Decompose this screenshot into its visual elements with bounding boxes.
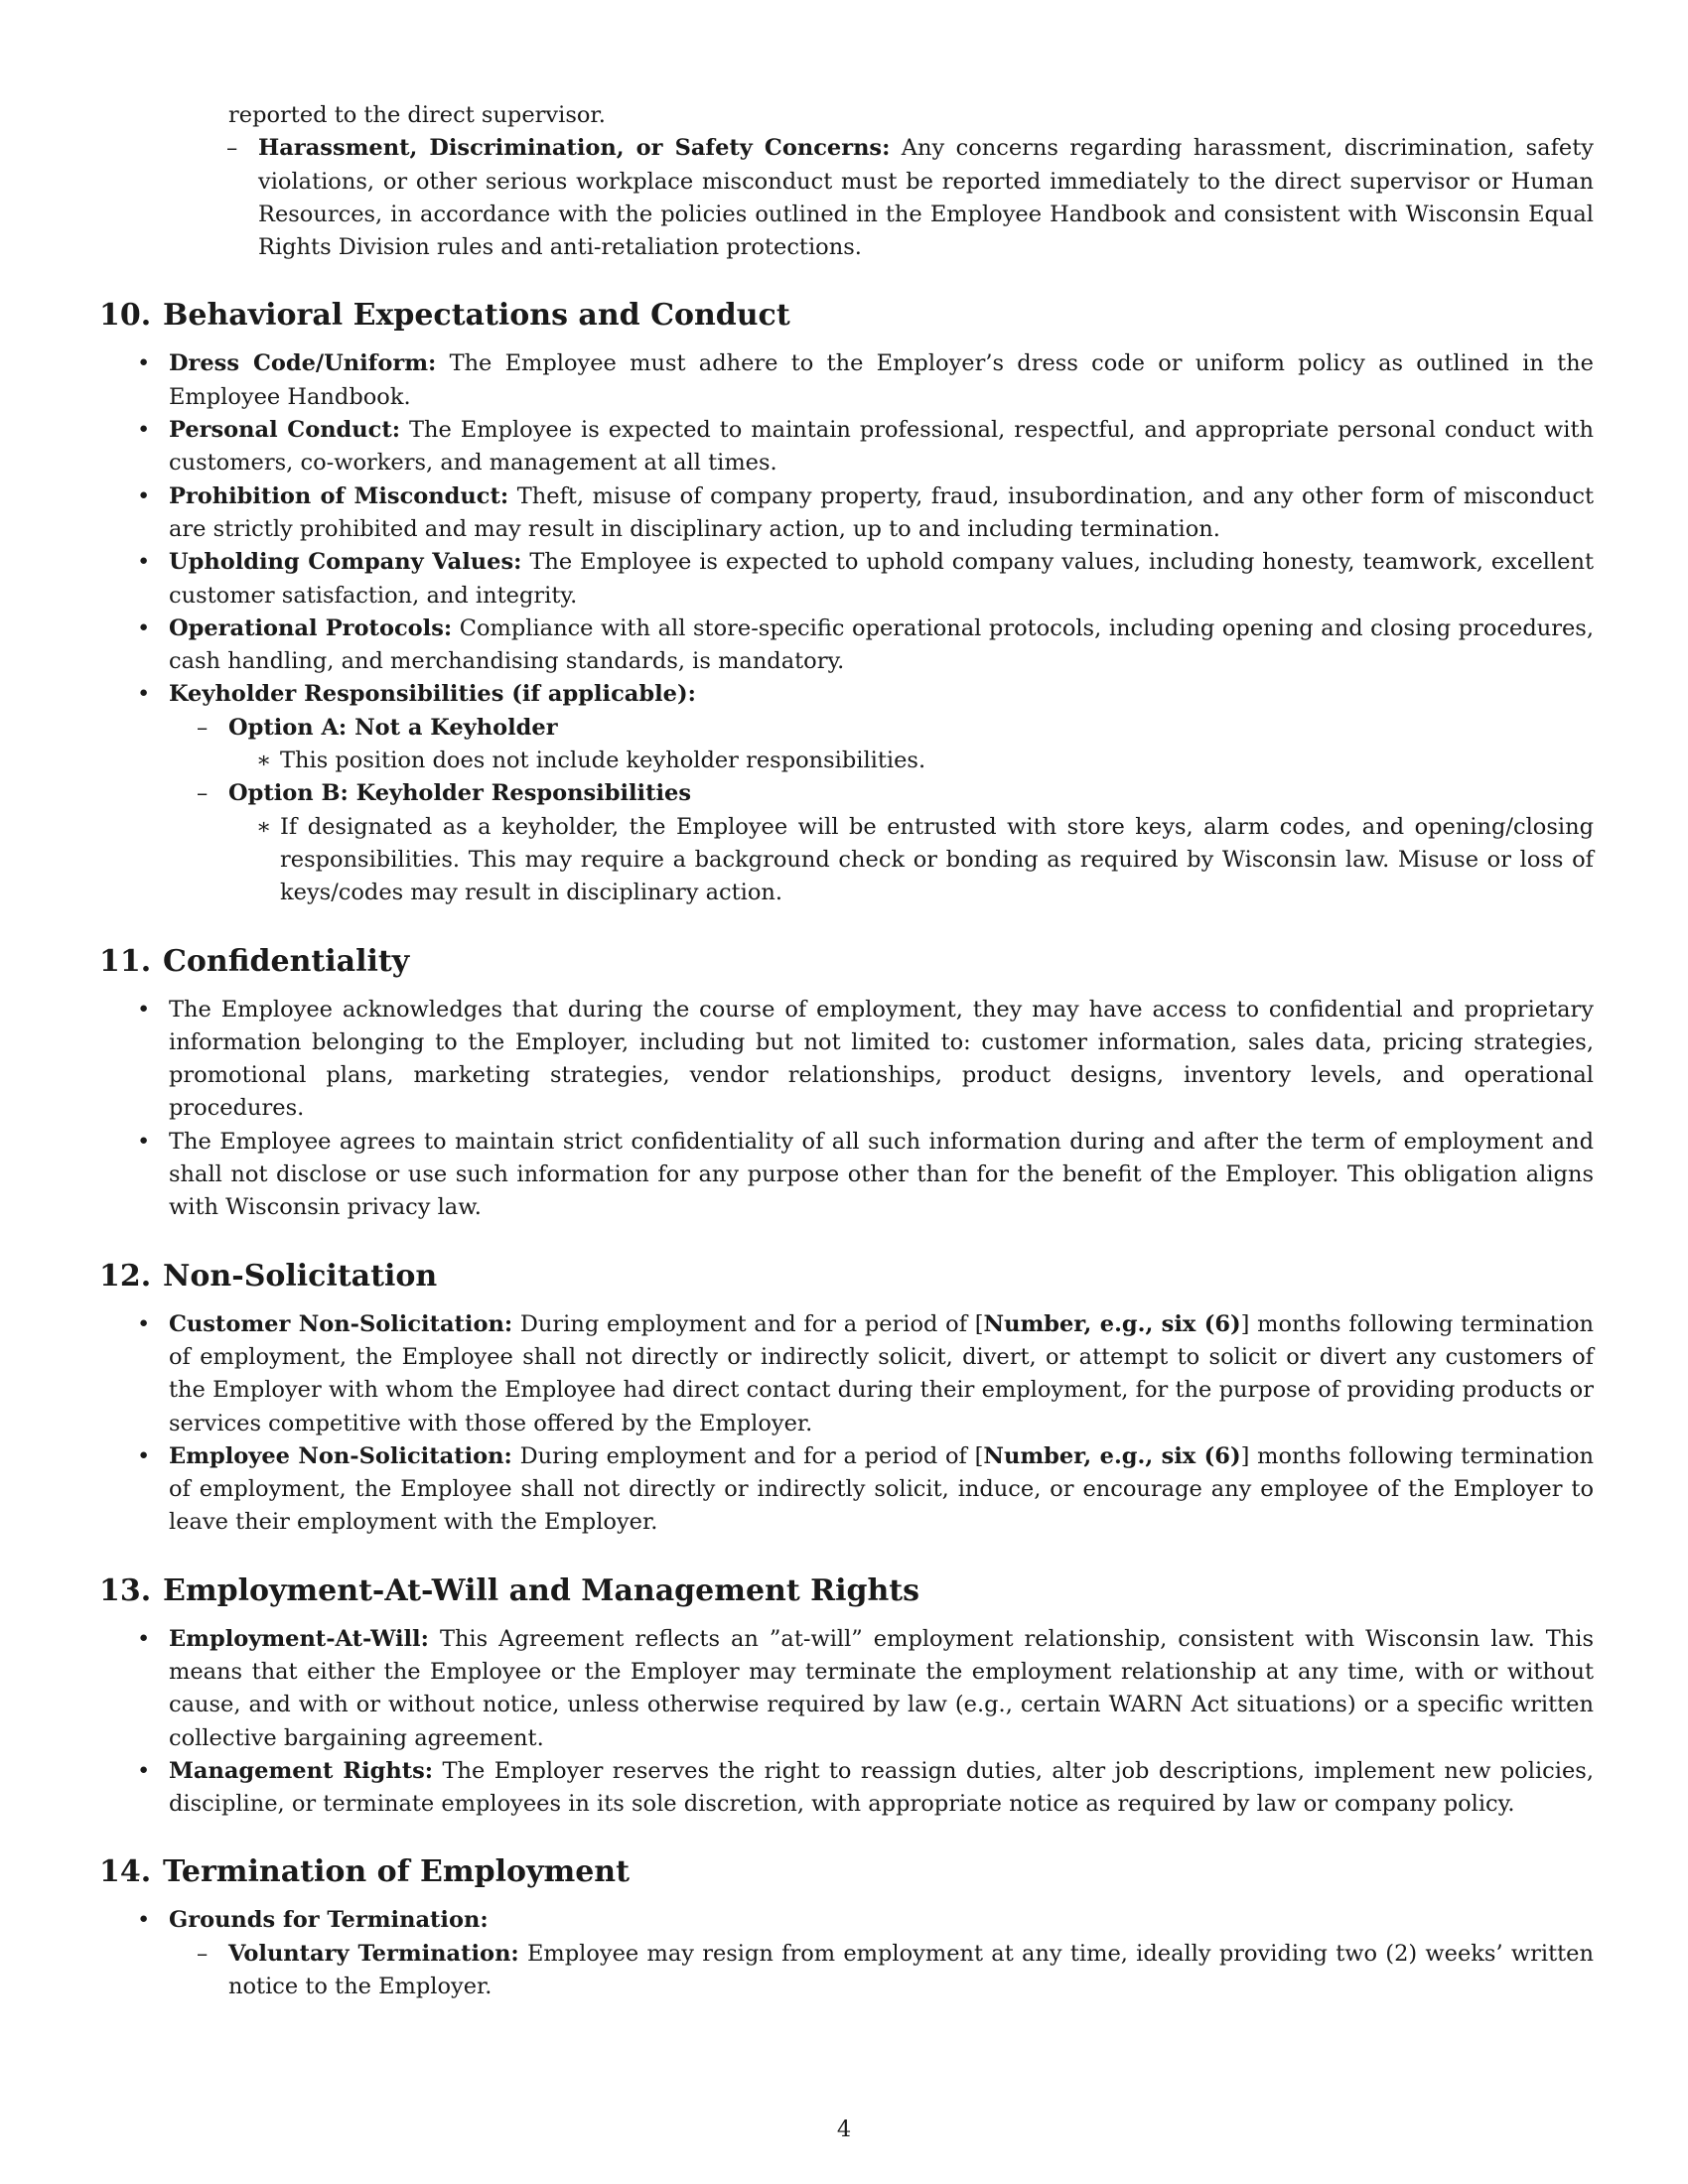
- item-label: Upholding Company Values:: [169, 549, 522, 576]
- item-text: Theft, misuse of company property, fraud, insubordination, and any other form of misconduct are strictly prohibited and may result in disciplinary action, up to and including termination.: [169, 482, 1594, 542]
- option-b-label: Option B: Keyholder Responsibilities: [228, 780, 692, 807]
- section-number: 13.: [99, 1572, 152, 1608]
- list-item: [99, 1126, 1594, 1225]
- at-will-list: [99, 1623, 1594, 1822]
- item-text: The Employee is expected to uphold company values, including honesty, teamwork, excellent customer satisfaction, and integrity.: [169, 549, 1594, 609]
- bullet: •: [137, 417, 151, 444]
- item-text-post: ] months following termination of employment, the Employee shall not directly or indirectly solicit, divert, or attempt to solicit or divert any customers of the Employer with whom the Employee had direct contact during their employment, for the purpose of providing products or services competitive with those offered by the Employer.: [169, 1310, 1594, 1436]
- section-10: [99, 296, 1594, 909]
- grounds-list: [169, 1938, 1594, 2004]
- star-bullet: ∗: [256, 748, 272, 774]
- item-text: The Employee agrees to maintain strict confidentiality of all such information during and after the term of employment and shall not disclose or use such information for any purpose other than for the benefit of the Employer. This obligation aligns with Wisconsin privacy law.: [169, 1128, 1594, 1221]
- dash-bullet: –: [197, 780, 209, 807]
- conduct-list: [99, 347, 1594, 909]
- list-item: [99, 1308, 1594, 1440]
- item-text-post: ] months following termination of employment, the Employee shall not directly or indirectly solicit, induce, or encourage any employee of the Employer to leave their employment with the Employer.: [169, 1442, 1595, 1536]
- placeholder-number: Number, e.g., six (6): [983, 1442, 1241, 1469]
- section-14: [99, 1852, 1594, 2003]
- list-item: [99, 1755, 1594, 1822]
- list-item: [99, 613, 1594, 679]
- section-heading: [99, 1571, 1594, 1611]
- harassment-list: [99, 132, 1594, 264]
- option-b: [169, 777, 1594, 909]
- option-a-label: Option A: Not a Keyholder: [228, 714, 558, 741]
- placeholder-number: Number, e.g., six (6): [983, 1310, 1241, 1337]
- section-title: Termination of Employment: [163, 1854, 630, 1890]
- section-title: Non-Solicitation: [163, 1258, 438, 1294]
- option-a-list: [228, 745, 1594, 777]
- keyholder-options: [169, 712, 1594, 910]
- bullet: •: [137, 1128, 151, 1155]
- termination-list: [99, 1904, 1594, 2003]
- item-label: Operational Protocols:: [169, 614, 453, 641]
- document-content: [99, 99, 1594, 2003]
- voluntary-label: Voluntary Termination:: [228, 1940, 519, 1967]
- item-text: The Employee must adhere to the Employer’s dress code or uniform policy as outlined in the Employee Handbook.: [169, 350, 1594, 410]
- section-heading: [99, 296, 1594, 336]
- option-b-text: If designated as a keyholder, the Employee will be entrusted with store keys, alarm codes, and opening/closing responsibilities. This may require a background check or bonding as required by Wisconsin law. Misuse or loss of keys/codes may result in disciplinary action.: [280, 813, 1594, 906]
- section-title: Employment-At-Will and Management Rights: [163, 1572, 920, 1608]
- section-title: Behavioral Expectations and Conduct: [163, 298, 790, 334]
- item-label: Employee Non-Solicitation:: [169, 1442, 512, 1469]
- harassment-item: [199, 132, 1594, 264]
- star-bullet: ∗: [256, 813, 272, 840]
- item-label: Prohibition of Misconduct:: [169, 482, 509, 509]
- section-13: [99, 1571, 1594, 1822]
- list-item: [99, 678, 1594, 909]
- item-label: Management Rights:: [169, 1757, 434, 1784]
- list-item: [228, 811, 1594, 910]
- item-label: Employment-At-Will:: [169, 1625, 429, 1652]
- item-text: This Agreement reflects an ”at-will” employment relationship, consistent with Wisconsin law. This means that either the Employee or the Employer may terminate the employment relationship at any time, with or without cause, and with or without notice, unless otherwise required by law (e.g., certain WARN Act situations) or a specific written collective bargaining agreement.: [169, 1625, 1595, 1751]
- page-number: 4: [836, 2116, 852, 2142]
- list-item: [169, 1938, 1594, 2004]
- bullet: •: [137, 1907, 151, 1934]
- item-label: Personal Conduct:: [169, 417, 401, 444]
- option-a: [169, 712, 1594, 778]
- dash-bullet: –: [226, 135, 238, 162]
- item-text: Compliance with all store-specific operational protocols, including opening and closing procedures, cash handling, and merchandising standards, is mandatory.: [169, 614, 1594, 675]
- dash-bullet: –: [197, 714, 209, 741]
- option-b-list: [228, 811, 1594, 910]
- section-11: [99, 942, 1594, 1225]
- item-label: Dress Code/Uniform:: [169, 350, 437, 377]
- section-number: 11.: [99, 943, 152, 979]
- bullet: •: [137, 1757, 151, 1784]
- list-item: [99, 546, 1594, 613]
- section-number: 14.: [99, 1854, 152, 1890]
- dash-bullet: –: [197, 1940, 209, 1967]
- bullet: •: [137, 614, 151, 641]
- keyholder-label: Keyholder Responsibilities (if applicable):: [169, 681, 696, 708]
- bullet: •: [137, 681, 151, 708]
- section-heading: [99, 942, 1594, 982]
- bullet: •: [137, 1310, 151, 1337]
- grounds-label: Grounds for Termination:: [169, 1907, 489, 1934]
- item-text: The Employee is expected to maintain professional, respectful, and appropriate personal conduct with customers, co-workers, and management at all times.: [169, 417, 1594, 477]
- non-solicitation-list: [99, 1308, 1594, 1540]
- list-item: [99, 994, 1594, 1126]
- list-item: [99, 414, 1594, 480]
- bullet: •: [137, 996, 151, 1023]
- voluntary-text: Employee may resign from employment at any time, ideally providing two (2) weeks’ written notice to the Employer.: [228, 1940, 1594, 2000]
- item-text: The Employee acknowledges that during the course of employment, they may have access to confidential and proprietary information belonging to the Employer, including but not limited to: customer information, sales data, pricing strategies, promotional plans, marketing strategies, vendor relationships, product designs, inventory levels, and operational procedures.: [169, 996, 1594, 1122]
- section-heading: [99, 1257, 1594, 1297]
- list-item: [99, 1904, 1594, 2003]
- list-item: [228, 745, 1594, 777]
- confidentiality-list: [99, 994, 1594, 1225]
- harassment-label: Harassment, Discrimination, or Safety Concerns:: [258, 135, 891, 162]
- bullet: •: [137, 350, 151, 377]
- list-item: [99, 347, 1594, 414]
- item-text-pre: During employment and for a period of [: [519, 1442, 984, 1469]
- section-number: 12.: [99, 1258, 152, 1294]
- section-heading: [99, 1852, 1594, 1892]
- list-item: [99, 1623, 1594, 1755]
- list-item: [99, 1440, 1594, 1540]
- bullet: •: [137, 482, 151, 509]
- item-label: Customer Non-Solicitation:: [169, 1310, 513, 1337]
- continuation-text: reported to the direct supervisor.: [228, 102, 606, 128]
- harassment-text: Any concerns regarding harassment, discrimination, safety violations, or other serious workplace misconduct must be reported immediately to the direct supervisor or Human Resources, in accordance with the policies outlined in the Employee Handbook and consistent with Wisconsin Equal Rights Division rules and anti-retaliation protections.: [258, 135, 1594, 261]
- bullet: •: [137, 1625, 151, 1652]
- item-text-pre: During employment and for a period of [: [519, 1310, 984, 1337]
- list-item: [99, 480, 1594, 547]
- section-12: [99, 1257, 1594, 1540]
- section-title: Confidentiality: [163, 943, 410, 979]
- bullet: •: [137, 1442, 151, 1469]
- option-a-text: This position does not include keyholder responsibilities.: [280, 748, 926, 774]
- bullet: •: [137, 549, 151, 576]
- section-number: 10.: [99, 298, 152, 334]
- item-text: The Employer reserves the right to reassign duties, alter job descriptions, implement new policies, discipline, or terminate employees in its sole discretion, with appropriate notice as required by law or company policy.: [169, 1757, 1594, 1818]
